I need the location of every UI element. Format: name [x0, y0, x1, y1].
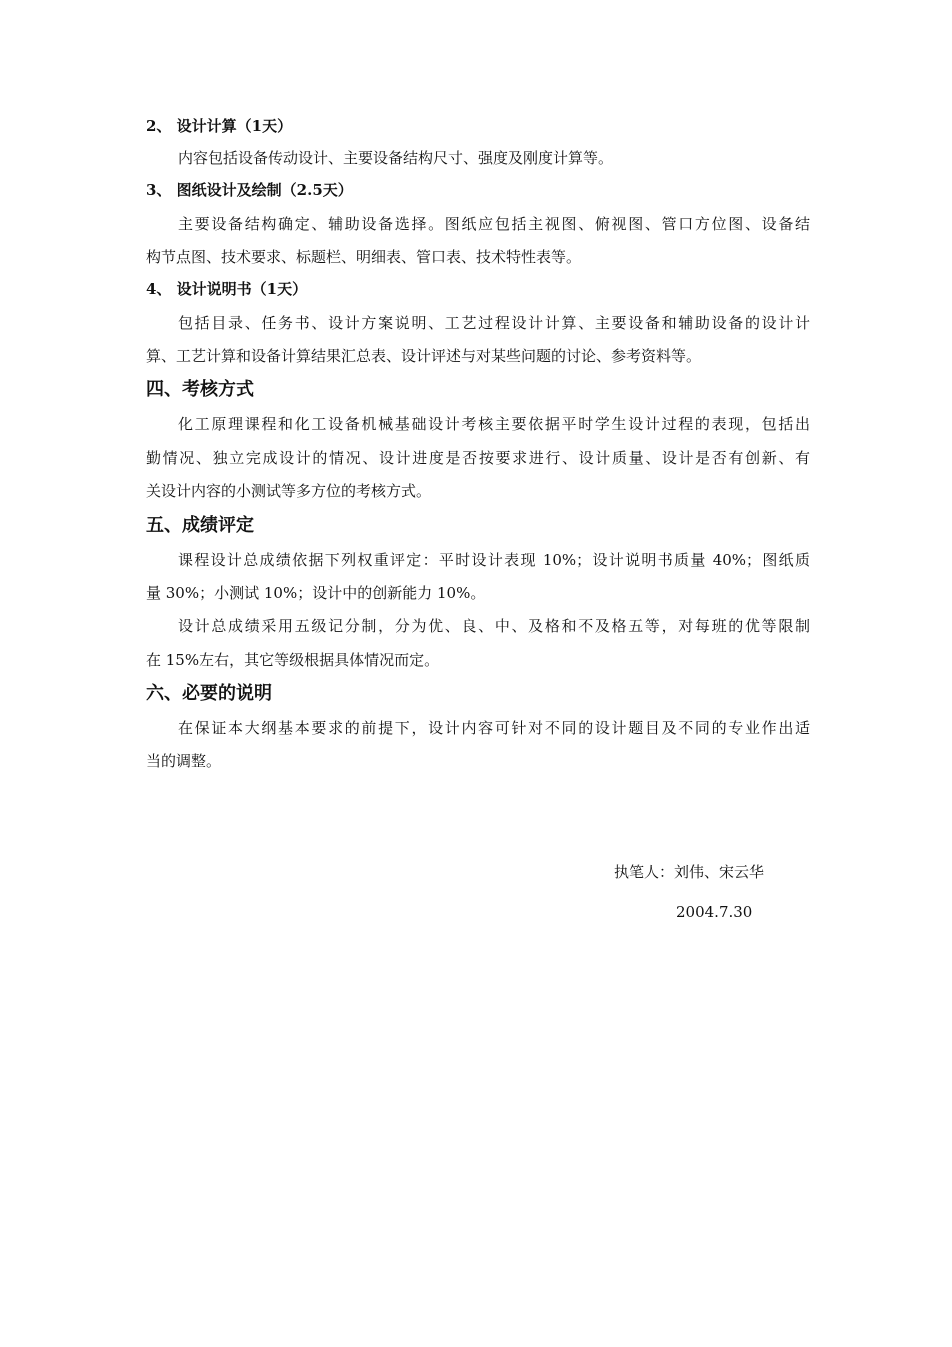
paragraph-line: 算、工艺计算和设备计算结果汇总表、设计评述与对某些问题的讨论、参考资料等。: [146, 347, 702, 365]
paragraph-line: 课程设计总成绩依据下列权重评定：平时设计表现 10%；设计说明书质量 40%；图纸质: [178, 551, 810, 569]
paragraph-line: 量 30%；小测试 10%；设计中的创新能力 10%。: [146, 584, 486, 602]
paragraph-line: 在 15%左右，其它等级根据具体情况而定。: [146, 651, 440, 669]
paragraph-line: 主要设备结构确定、辅助设备选择。图纸应包括主视图、俯视图、管口方位图、设备结: [178, 215, 810, 233]
paragraph-line: 在保证本大纲基本要求的前提下，设计内容可针对不同的设计题目及不同的专业作出适: [178, 719, 810, 737]
section-heading-notes: 六、必要的说明: [146, 683, 272, 704]
subsection-heading-drawing: 3、 图纸设计及绘制（2.5天）: [146, 181, 353, 199]
subsection-heading-design-calc: 2、 设计计算（1天）: [146, 117, 293, 135]
paragraph-line: 关设计内容的小测试等多方位的考核方式。: [146, 482, 432, 500]
paragraph-line: 包括目录、任务书、设计方案说明、工艺过程设计计算、主要设备和辅助设备的设计计: [178, 314, 810, 332]
section-heading-assessment: 四、考核方式: [146, 379, 254, 400]
section-heading-grading: 五、成绩评定: [146, 515, 254, 536]
signature-date: 2004.7.30: [676, 903, 753, 921]
paragraph-line: 内容包括设备传动设计、主要设备结构尺寸、强度及刚度计算等。: [178, 149, 614, 167]
paragraph-line: 构节点图、技术要求、标题栏、明细表、管口表、技术特性表等。: [146, 248, 582, 266]
paragraph-line: 当的调整。: [146, 752, 222, 770]
subsection-heading-manual: 4、 设计说明书（1天）: [146, 280, 308, 298]
paragraph-line: 化工原理课程和化工设备机械基础设计考核主要依据平时学生设计过程的表现，包括出: [178, 415, 810, 433]
paragraph-line: 设计总成绩采用五级记分制，分为优、良、中、及格和不及格五等，对每班的优等限制: [178, 617, 810, 635]
paragraph-line: 勤情况、独立完成设计的情况、设计进度是否按要求进行、设计质量、设计是否有创新、有: [146, 449, 810, 467]
author-signature: 执笔人：刘伟、宋云华: [614, 863, 765, 881]
